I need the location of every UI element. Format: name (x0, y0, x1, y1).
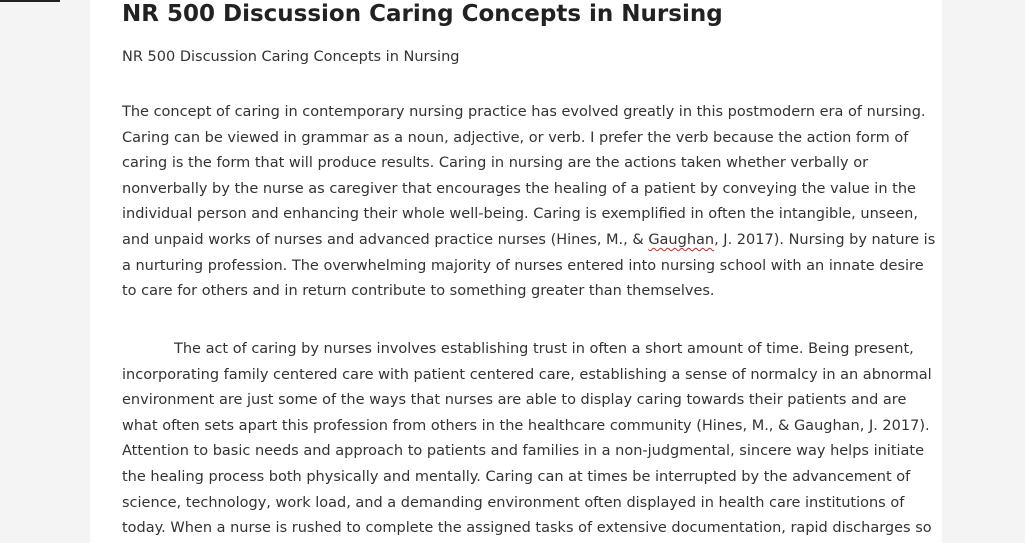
paragraph-line: incorporating family centered care with patient centered care, establishing a sense of normalcy in an abnormal (122, 366, 932, 383)
paragraph-line: environment are just some of the ways that nurses are able to display caring towards their patients and are (122, 392, 907, 409)
paragraph-1 (122, 100, 936, 305)
paragraph-line: a nurturing profession. The overwhelming majority of nurses entered into nursing school with an innate desire (122, 257, 924, 274)
paragraph-line: today. When a nurse is rushed to complete the assigned tasks of extensive documentation, rapid discharges so (122, 520, 932, 537)
article-container (90, 0, 942, 543)
line-text: and unpaid works of nurses and advanced practice nurses (Hines, M., & (122, 231, 649, 248)
paragraph-line: The concept of caring in contemporary nursing practice has evolved greatly in this postmodern era of nursing. (122, 104, 926, 120)
paragraph-line: nonverbally by the nurse as caregiver that encourages the healing of a patient by conveying the value in the (122, 180, 916, 197)
paragraph-line: Attention to basic needs and approach to patients and families in a non-judgmental, sincere way helps initiate (122, 443, 925, 460)
article-subtitle: NR 500 Discussion Caring Concepts in Nursing (122, 49, 460, 65)
paragraph-line: to care for others and in return contribute to something greater than themselves. (122, 283, 715, 300)
article-title: NR 500 Discussion Caring Concepts in Nursing (122, 1, 723, 27)
line-text: , J. 2017). Nursing by nature is (714, 231, 936, 248)
paragraph-line: science, technology, work load, and a demanding environment often displayed in health care institutions of (122, 494, 905, 511)
paragraph-line: caring is the form that will produce results. Caring in nursing are the actions taken whether verbally or (122, 155, 869, 172)
paragraph-2 (122, 337, 932, 542)
paragraph-line (122, 337, 922, 363)
line-text: The act of caring by nurses involves establishing trust in often a short amount of time. Being present, (174, 341, 914, 357)
paragraph-line: Caring can be viewed in grammar as a noun, adjective, or verb. I prefer the verb because the action form of (122, 129, 909, 146)
paragraph-line (122, 228, 936, 254)
paragraph-line: individual person and enhancing their whole well-being. Caring is exemplified in often the intangible, unseen, (122, 206, 918, 223)
misspelled-word[interactable]: Gaughan (648, 231, 715, 248)
paragraph-line: what often sets apart this profession from others in the healthcare community (Hines, M., & Gaughan, J. 2017). (122, 417, 930, 434)
paragraph-line: the healing process both physically and mentally. Caring can at times be interrupted by the advancement of (122, 468, 911, 485)
top-divider (0, 0, 60, 2)
